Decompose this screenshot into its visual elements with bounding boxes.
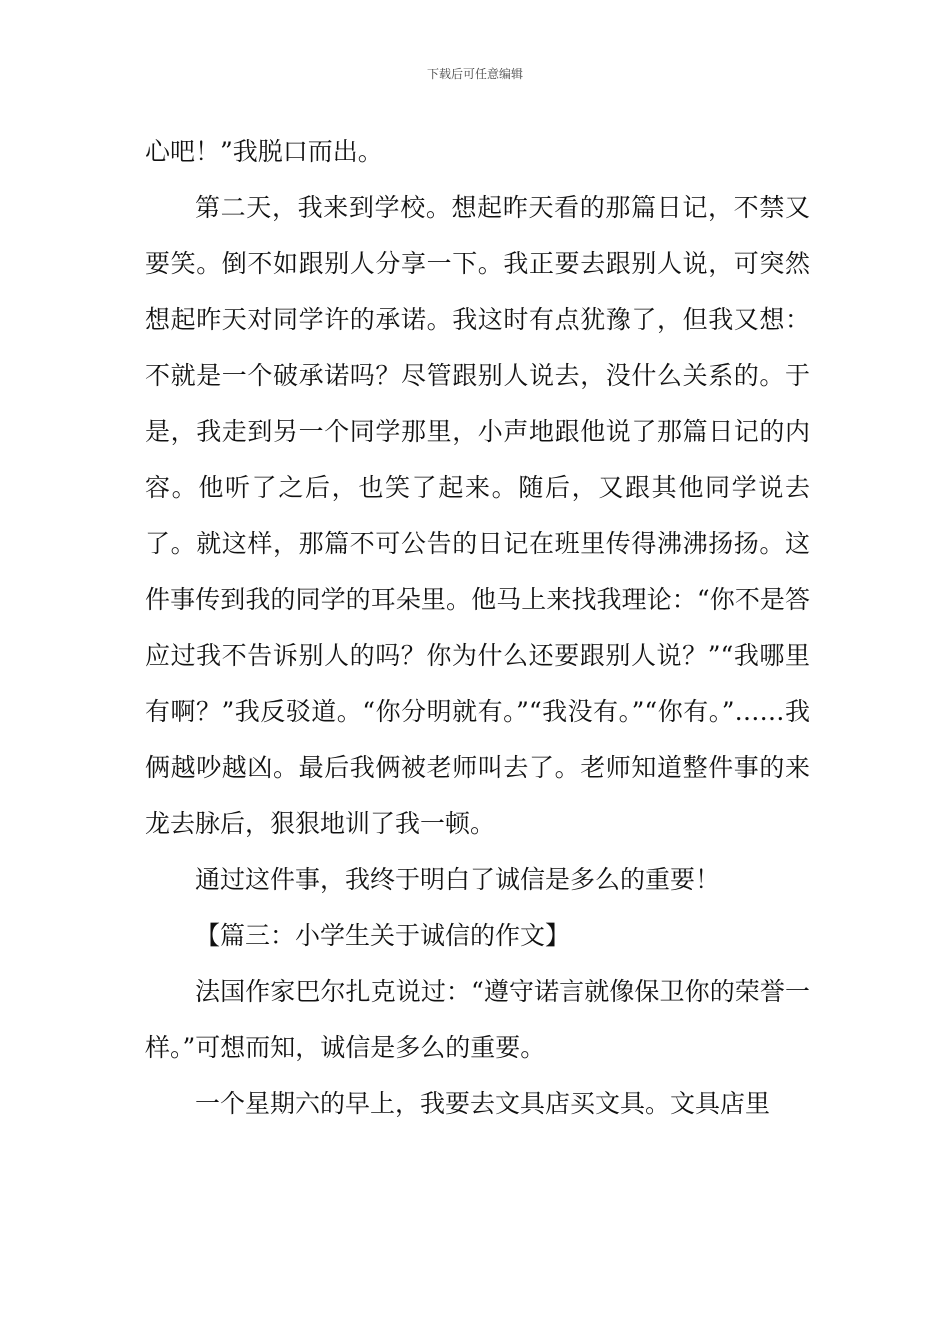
paragraph-next-story: 一个星期六的早上，我要去文具店买文具。文具店里 — [195, 1089, 771, 1118]
paragraph-quote: 法国作家巴尔扎克说过：“遵守诺言就像保卫你的荣誉一样。”可想而知，诚信是多么的重要。 — [145, 977, 810, 1062]
section-heading: 【篇三：小学生关于诚信的作文】 — [195, 921, 571, 950]
paragraph-continuation: 心吧！”我脱口而出。 — [145, 137, 383, 166]
document-body — [145, 124, 810, 1132]
paragraph-story: 第二天，我来到学校。想起昨天看的那篇日记，不禁又要笑。倒不如跟别人分享一下。我正要去跟别人说，可突然想起昨天对同学许的承诺。我这时有点犹豫了，但我又想：不就是一个破承诺吗？尽管跟别人说去，没什么关系的。于是，我走到另一个同学那里，小声地跟他说了那篇日记的内容。他听了之后，也笑了起来。随后，又跟其他同学说去了。就这样，那篇不可公告的日记在班里传得沸沸扬扬。这件事传到我的同学的耳朵里。他马上来找我理论：“你不是答应过我不告诉别人的吗？你为什么还要跟别人说？”“我哪里有啊？”我反驳道。“你分明就有。”“我没有。”“你有。”……我俩越吵越凶。最后我俩被老师叫去了。老师知道整件事的来龙去脉后，狠狠地训了我一顿。 — [145, 193, 810, 838]
paragraph-conclusion: 通过这件事，我终于明白了诚信是多么的重要！ — [195, 865, 721, 894]
page-header: 下载后可任意编辑 — [426, 67, 523, 81]
